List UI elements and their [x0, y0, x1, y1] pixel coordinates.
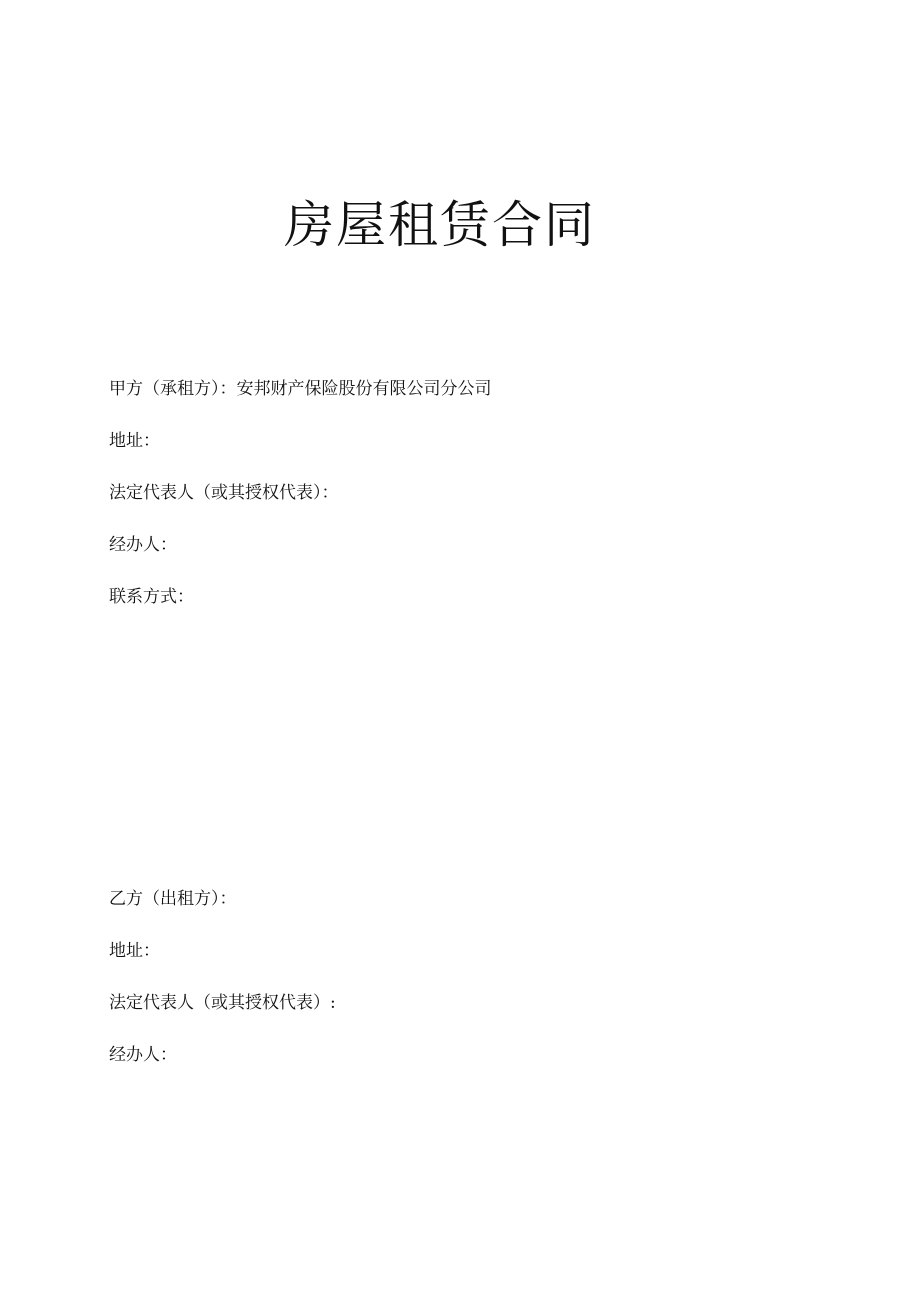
party-a-address-label: 地址：	[109, 431, 160, 451]
party-a-handler-label: 经办人：	[109, 535, 177, 555]
party-a-contact-label: 联系方式：	[109, 587, 194, 607]
party-b-address-label: 地址：	[109, 941, 160, 961]
document-title: 房屋租赁合同	[284, 196, 596, 254]
party-a-heading: 甲方（承租方）：安邦财产保险股份有限公司分公司	[109, 379, 492, 399]
party-b-section	[109, 882, 336, 1090]
party-a-section	[109, 372, 492, 632]
party-b-legal-rep-label: 法定代表人（或其授权代表）:	[109, 993, 336, 1013]
party-b-heading: 乙方（出租方）：	[109, 889, 237, 909]
party-b-handler-label: 经办人：	[109, 1045, 177, 1065]
party-a-legal-rep-label: 法定代表人（或其授权代表）：	[109, 483, 339, 503]
